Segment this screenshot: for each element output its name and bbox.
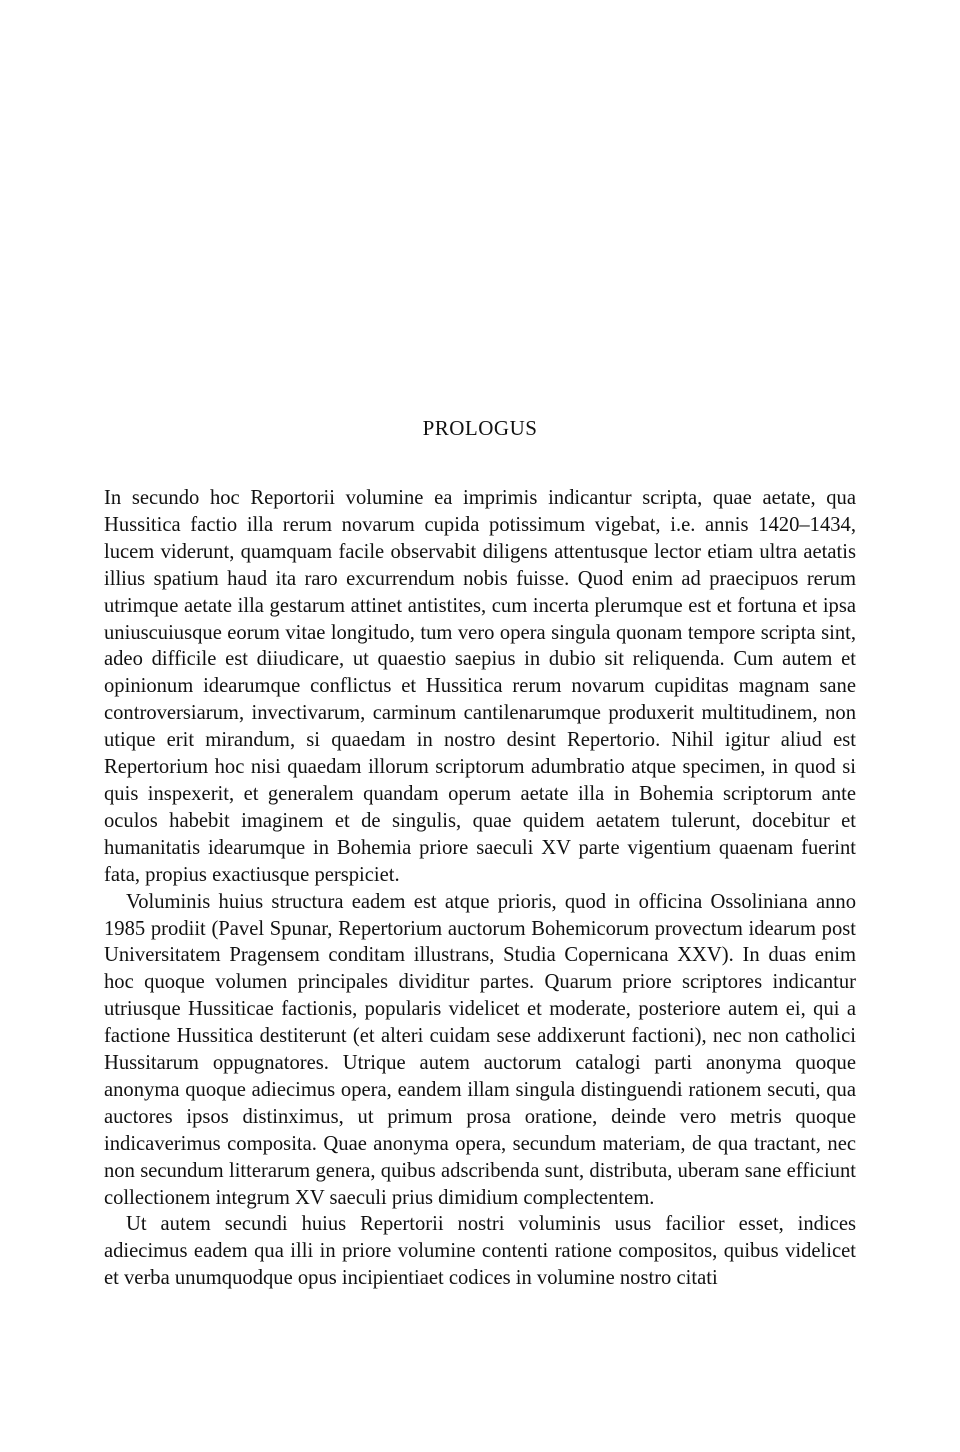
body-text (104, 485, 856, 1292)
page-title: PROLOGUS (422, 416, 538, 440)
paragraph-2: Voluminis huius structura eadem est atque prioris, quod in officina Ossoliniana anno 1985 prodiit (Pavel Spunar, Repertorium auctorum Bohemicorum provectum idearum post Universitatem Pragensem conditam illustrans, Studia Copernicana XXV). In duas enim hoc quoque volumen principales dividitur partes. Quarum priore scriptores indicantur utriusque Hussiticae factionis, popularis videlicet et moderate, posteriore autem ei, qui a factione Hussitica destiterunt (et alteri cuidam sese addixerunt factioni), nec non catholici Hussitarum oppugnatores. Utrique autem auctorum catalogi parti anonyma quoque anonyma quoque adiecimus opera, eandem illam singula distinguendi rationem secuti, qua auctores ipsos distinximus, ut primum prosa oratione, deinde vero metris quoque indicaverimus composita. Quae anonyma opera, secundum materiam, de qua tractant, nec non secundum litterarum genera, quibus adscribenda sunt, distributa, uberam sane efficiunt collectionem integrum XV saeculi prius dimidium complectentem. (104, 890, 856, 1209)
paragraph-1: In secundo hoc Reportorii volumine ea imprimis indicantur scripta, quae aetate, qua Hussitica factio illa rerum novarum cupida potissimum vigebat, i.e. annis 1420–1434, lucem viderunt, quamquam facile observabit diligens attentusque lector etiam ultra aetatis illius spatium haud ita raro excurrendum nobis fuisse. Quod enim ad praecipuos rerum utrimque aetate illa gestarum attinet antistites, cum incerta plerumque est et fortuna et ipsa uniuscuiusque eorum vitae longitudo, tum vero opera singula quonam tempore scripta sint, adeo difficile est diiudicare, ut quaestio saepius in dubio sit reliquenda. Cum autem et opinionum idearumque conflictus et Hussitica rerum novarum cupiditas magnam sane controversiarum, invectivarum, carminum cantilenarumque produxerit multitudinem, non utique erit mirandum, si quaedam in nostro desint Repertorio. Nihil igitur aliud est Repertorium hoc nisi quaedam illorum scriptorum adumbratio atque specimen, in quod si quis inspexerit, et generalem quandam operum aetate illa in Bohemia scriptorum ante oculos habebit imaginem et de singulis, quae quidem aetatem tulerunt, docebitur et humanitatis idearumque in Bohemia priore saeculi XV parte vigentium quaenam fuerint fata, propius exactiusque perspiciet. (104, 487, 856, 886)
paragraph-3: Ut autem secundi huius Repertorii nostri voluminis usus facilior esset, indices adiecimus eadem qua illi in priore volumine contenti ratione compositos, quibus videlicet et verba unumquodque opus incipientiaet codices in volumine nostro citati (104, 1213, 856, 1290)
